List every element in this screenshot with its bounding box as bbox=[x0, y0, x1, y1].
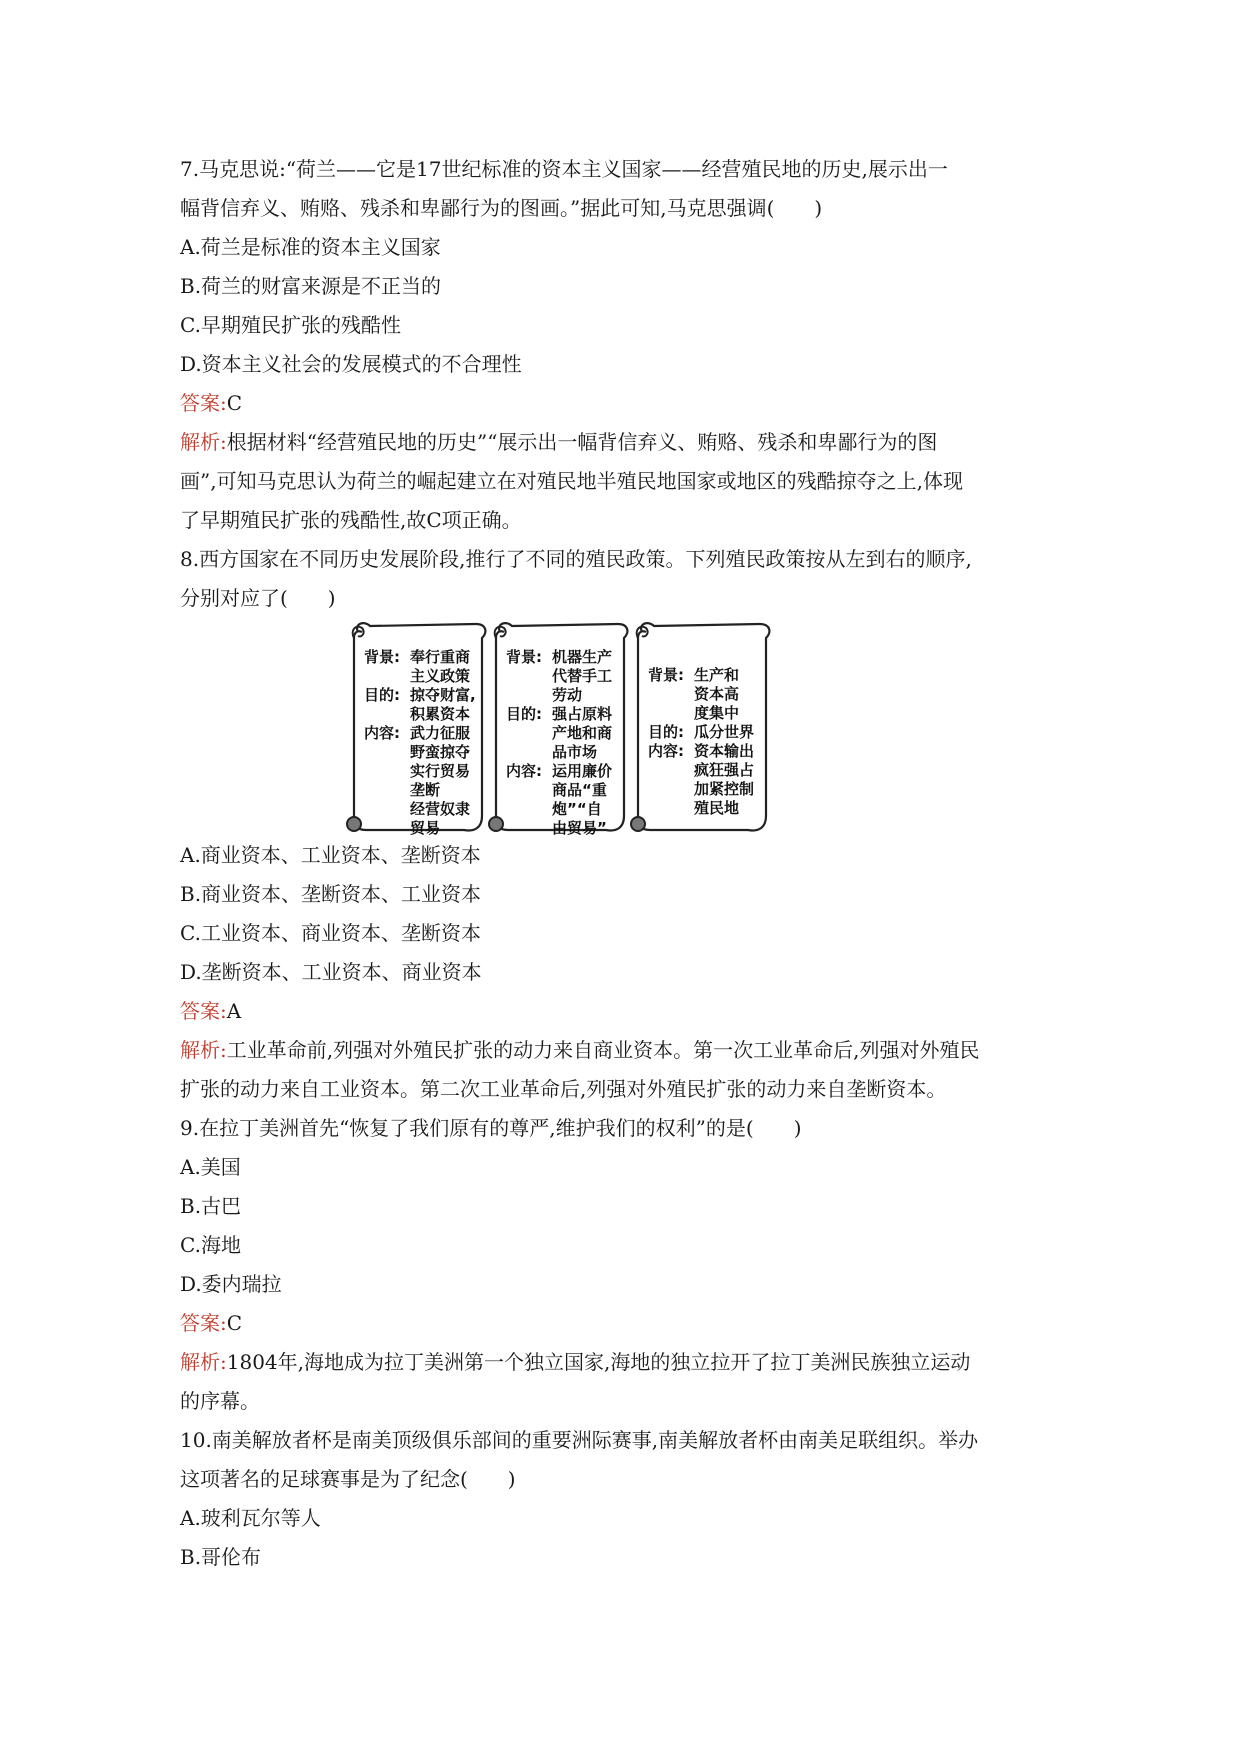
scroll-row-label: 背景: bbox=[648, 666, 684, 684]
option-a: A.荷兰是标准的资本主义国家 bbox=[180, 235, 441, 259]
analysis-label: 解析: bbox=[180, 1350, 227, 1374]
scroll-row-label bbox=[364, 781, 410, 800]
option-c: C.工业资本、商业资本、垄断资本 bbox=[180, 921, 481, 945]
scroll-bottom-curl bbox=[489, 817, 503, 831]
scroll-row bbox=[364, 686, 484, 705]
scroll-text bbox=[506, 648, 626, 838]
scroll-row-value: 度集中 bbox=[694, 704, 740, 722]
scroll-row bbox=[364, 648, 484, 667]
scroll-row-value: 强占原料 bbox=[552, 705, 613, 723]
scroll-row bbox=[648, 723, 768, 742]
option-d: D.资本主义社会的发展模式的不合理性 bbox=[180, 352, 522, 376]
scroll-row-label bbox=[648, 799, 694, 818]
option-d: D.垄断资本、工业资本、商业资本 bbox=[180, 960, 482, 984]
scroll-text bbox=[648, 666, 768, 818]
scroll-row bbox=[506, 762, 626, 781]
answer-value: C bbox=[226, 391, 243, 415]
scroll-row-label bbox=[506, 667, 552, 686]
scroll-row-label: 目的: bbox=[506, 705, 542, 723]
scroll-row bbox=[364, 705, 484, 724]
scroll-row-value: 奉行重商 bbox=[410, 648, 471, 666]
scroll-row-label: 背景: bbox=[364, 648, 400, 666]
scroll-row-value: 品市场 bbox=[552, 743, 598, 761]
scroll-row-label bbox=[648, 704, 694, 723]
scroll-row-label bbox=[364, 743, 410, 762]
option-d: D.委内瑞拉 bbox=[180, 1272, 282, 1296]
answer-value: A bbox=[226, 999, 242, 1023]
scroll-row bbox=[364, 743, 484, 762]
answer-label: 答案: bbox=[180, 999, 227, 1023]
question-stem-line: 这项著名的足球赛事是为了纪念( ) bbox=[180, 1467, 516, 1491]
scroll-row-value: 瓜分世界 bbox=[694, 723, 755, 741]
question-stem-line: 幅背信弃义、贿赂、残杀和卑鄙行为的图画。”据此可知,马克思强调( ) bbox=[180, 196, 823, 220]
scroll-row-value: 劳动 bbox=[552, 686, 583, 704]
analysis-text: 工业革命前,列强对外殖民扩张的动力来自商业资本。第一次工业革命后,列强对外殖民 bbox=[226, 1038, 980, 1062]
scroll-row bbox=[648, 685, 768, 704]
scroll-row-label: 背景: bbox=[506, 648, 542, 666]
scroll-row-value: 疯狂强占 bbox=[694, 761, 755, 779]
scroll-row bbox=[506, 800, 626, 819]
analysis-line bbox=[180, 1343, 1080, 1382]
scroll-row-label bbox=[648, 761, 694, 780]
answer-label: 答案: bbox=[180, 1311, 227, 1335]
answer-line bbox=[180, 384, 1080, 423]
analysis-text: 的序幕。 bbox=[180, 1389, 260, 1413]
scroll-row-value: 掠夺财富, bbox=[410, 686, 476, 704]
scroll-row-label bbox=[506, 743, 552, 762]
option-c: C.早期殖民扩张的残酷性 bbox=[180, 313, 401, 337]
scroll-row-label bbox=[506, 781, 552, 800]
scroll-commercial bbox=[340, 618, 490, 836]
scroll-row-value: 生产和 bbox=[694, 666, 740, 684]
option-b: B.商业资本、垄断资本、工业资本 bbox=[180, 882, 482, 906]
scroll-row-value: 加紧控制 bbox=[694, 780, 755, 798]
scroll-row bbox=[364, 819, 484, 838]
analysis-label: 解析: bbox=[180, 430, 227, 454]
question-stem-line: 10.南美解放者杯是南美顶级俱乐部间的重要洲际赛事,南美解放者杯由南美足联组织。举办 bbox=[180, 1428, 979, 1452]
question-stem-line: 7.马克思说:“荷兰——它是17世纪标准的资本主义国家——经营殖民地的历史,展示出一 bbox=[180, 157, 948, 181]
question-stem-line: 8.西方国家在不同历史发展阶段,推行了不同的殖民政策。下列殖民政策按从左到右的顺序, bbox=[180, 547, 972, 571]
scroll-row bbox=[506, 705, 626, 724]
option-b: B.哥伦布 bbox=[180, 1545, 262, 1569]
scroll-row-value: 由贸易” bbox=[552, 819, 607, 837]
analysis-line bbox=[180, 1031, 1080, 1070]
answer-line bbox=[180, 1304, 1080, 1343]
scroll-row-label bbox=[364, 667, 410, 686]
scroll-row-value: 主义政策 bbox=[410, 667, 471, 685]
scroll-row-value: 积累资本 bbox=[410, 705, 471, 723]
scroll-row bbox=[506, 724, 626, 743]
scroll-text bbox=[364, 648, 484, 838]
scroll-row bbox=[506, 667, 626, 686]
option-b: B.古巴 bbox=[180, 1194, 242, 1218]
scroll-row-value: 代替手工 bbox=[552, 667, 613, 685]
analysis-text: 画”,可知马克思认为荷兰的崛起建立在对殖民地半殖民地国家或地区的残酷掠夺之上,体现 bbox=[180, 469, 963, 493]
scroll-monopoly bbox=[624, 618, 774, 836]
scroll-row bbox=[648, 704, 768, 723]
scroll-bottom-curl bbox=[347, 817, 361, 831]
answer-label: 答案: bbox=[180, 391, 227, 415]
scroll-row-label: 内容: bbox=[364, 724, 400, 742]
scroll-row-label bbox=[648, 685, 694, 704]
analysis-text: 了早期殖民扩张的残酷性,故C项正确。 bbox=[180, 508, 522, 532]
option-a: A.玻利瓦尔等人 bbox=[180, 1506, 321, 1530]
scroll-row-label bbox=[506, 724, 552, 743]
scroll-row bbox=[506, 743, 626, 762]
scroll-row-value: 武力征服 bbox=[410, 724, 471, 742]
scroll-row-value: 殖民地 bbox=[694, 799, 740, 817]
answer-value: C bbox=[226, 1311, 243, 1335]
analysis-text: 扩张的动力来自工业资本。第二次工业革命后,列强对外殖民扩张的动力来自垄断资本。 bbox=[180, 1077, 947, 1101]
scroll-row-value: 机器生产 bbox=[552, 648, 613, 666]
question-stem-line: 分别对应了( ) bbox=[180, 586, 336, 610]
scroll-row-value: 资本高 bbox=[694, 685, 740, 703]
question-10 bbox=[180, 1421, 1080, 1577]
option-a: A.商业资本、工业资本、垄断资本 bbox=[180, 843, 481, 867]
scroll-row bbox=[506, 686, 626, 705]
scroll-row-value: 实行贸易 bbox=[410, 762, 471, 780]
scroll-row bbox=[506, 648, 626, 667]
scroll-row bbox=[648, 761, 768, 780]
scroll-row-value: 野蛮掠夺 bbox=[410, 743, 471, 761]
scroll-row-value: 贸易 bbox=[410, 819, 441, 837]
analysis-label: 解析: bbox=[180, 1038, 227, 1062]
scroll-row-label bbox=[364, 800, 410, 819]
analysis-line bbox=[180, 423, 1080, 462]
scroll-row-label: 目的: bbox=[364, 686, 400, 704]
question-8 bbox=[180, 540, 1080, 1109]
scroll-row bbox=[648, 780, 768, 799]
analysis-text: 1804年,海地成为拉丁美洲第一个独立国家,海地的独立拉开了拉丁美洲民族独立运动 bbox=[226, 1350, 971, 1374]
scrolls-figure bbox=[180, 618, 1080, 836]
scroll-row-value: 商品“重 bbox=[552, 781, 607, 799]
option-a: A.美国 bbox=[180, 1155, 241, 1179]
scroll-row-label bbox=[506, 686, 552, 705]
scroll-row bbox=[648, 666, 768, 685]
question-9 bbox=[180, 1109, 1080, 1421]
option-b: B.荷兰的财富来源是不正当的 bbox=[180, 274, 442, 298]
scroll-row-label bbox=[648, 780, 694, 799]
scroll-row-label bbox=[364, 819, 410, 838]
analysis-text: 根据材料“经营殖民地的历史”“展示出一幅背信弃义、贿赂、残杀和卑鄙行为的图 bbox=[226, 430, 938, 454]
scroll-row-label bbox=[364, 762, 410, 781]
scroll-row-label bbox=[364, 705, 410, 724]
scroll-row bbox=[506, 781, 626, 800]
scroll-row-value: 炮”“自 bbox=[552, 800, 602, 818]
scroll-row-label: 内容: bbox=[506, 762, 542, 780]
scroll-row bbox=[648, 799, 768, 818]
scroll-row bbox=[364, 762, 484, 781]
scroll-industrial bbox=[482, 618, 632, 836]
scroll-bottom-curl bbox=[631, 817, 645, 831]
scroll-row-value: 运用廉价 bbox=[552, 762, 613, 780]
question-7 bbox=[180, 150, 1080, 540]
scroll-row bbox=[364, 667, 484, 686]
scroll-row-value: 经营奴隶 bbox=[410, 800, 471, 818]
scroll-row-value: 产地和商 bbox=[552, 724, 613, 742]
scroll-row-label: 目的: bbox=[648, 723, 684, 741]
document-page bbox=[180, 150, 1080, 1577]
answer-line bbox=[180, 992, 1080, 1031]
scroll-row-label bbox=[506, 800, 552, 819]
scroll-row bbox=[506, 819, 626, 838]
scroll-row bbox=[364, 781, 484, 800]
scroll-row-value: 垄断 bbox=[410, 781, 441, 799]
question-stem-line: 9.在拉丁美洲首先“恢复了我们原有的尊严,维护我们的权利”的是( ) bbox=[180, 1116, 802, 1140]
scroll-row-value: 资本输出 bbox=[694, 742, 755, 760]
scroll-row bbox=[648, 742, 768, 761]
scroll-row-label bbox=[506, 819, 552, 838]
scroll-row bbox=[364, 724, 484, 743]
scroll-row-label: 内容: bbox=[648, 742, 684, 760]
scroll-row bbox=[364, 800, 484, 819]
option-c: C.海地 bbox=[180, 1233, 241, 1257]
